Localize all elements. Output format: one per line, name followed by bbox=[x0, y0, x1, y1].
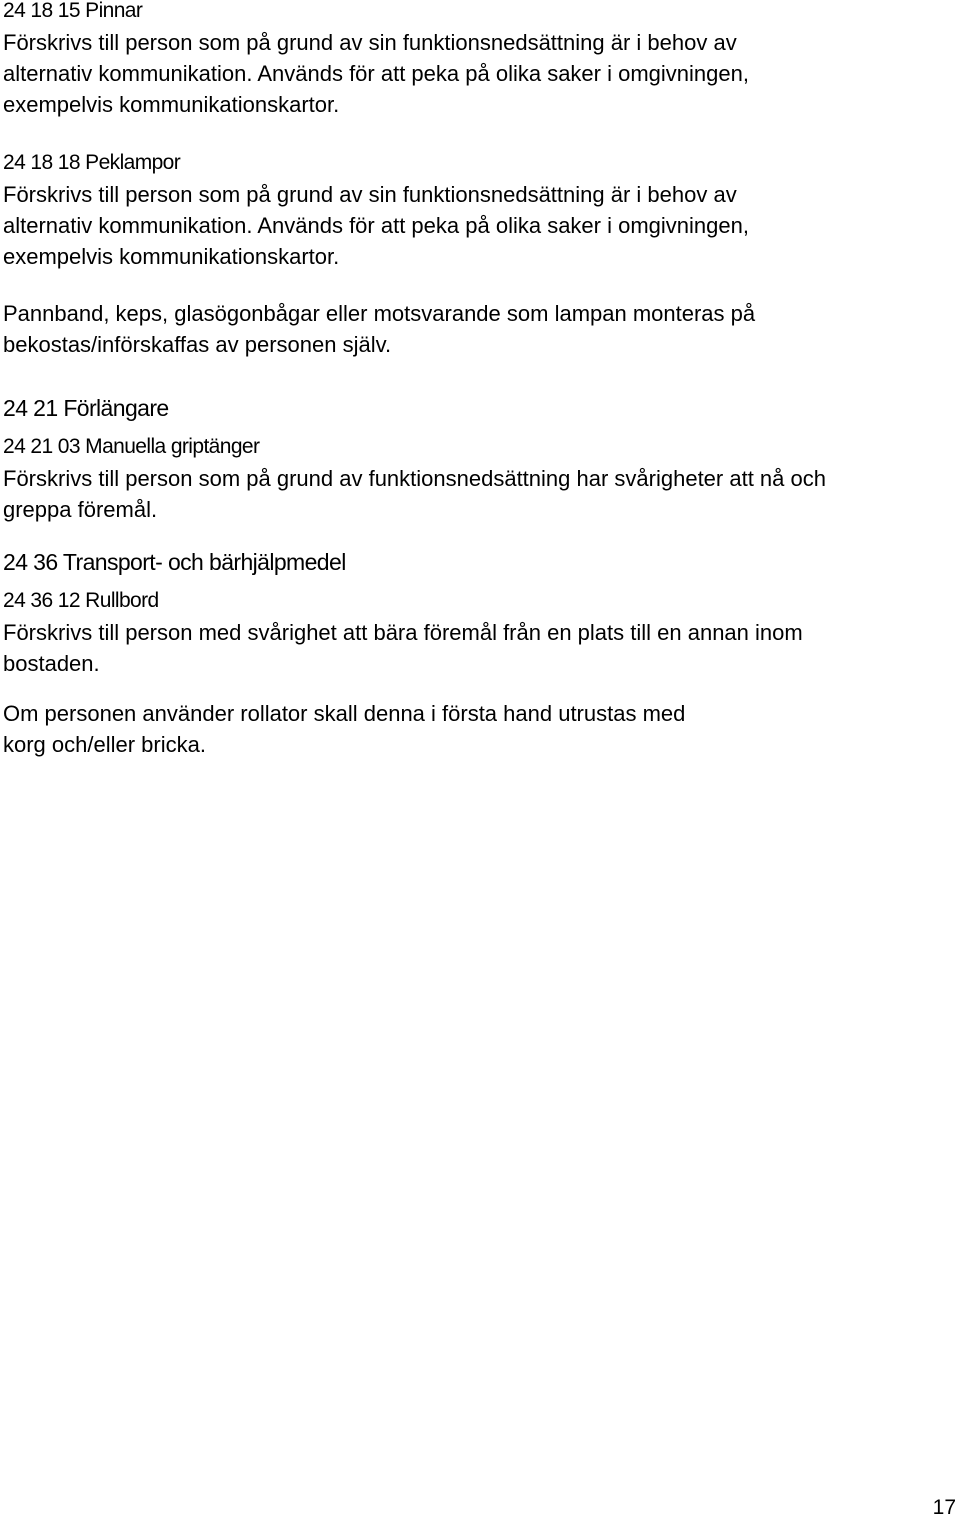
section-forlangare bbox=[3, 396, 957, 420]
note-line: bekostas/införskaffas av personen själv. bbox=[3, 332, 392, 357]
section-note bbox=[3, 698, 957, 760]
section-peklampor bbox=[3, 152, 957, 272]
paragraph-line: bostaden. bbox=[3, 651, 100, 676]
note-paragraph bbox=[3, 698, 957, 760]
paragraph-line: Förskrivs till person som på grund av sin funktionsnedsättning är i behov av bbox=[3, 30, 737, 55]
section-transport bbox=[3, 550, 957, 574]
subsection-heading: 24 36 12 Rullbord bbox=[3, 589, 159, 612]
paragraph-line: greppa föremål. bbox=[3, 497, 158, 522]
subsection-heading: 24 21 03 Manuella griptänger bbox=[3, 435, 260, 458]
paragraph-line: exempelvis kommunikationskartor. bbox=[3, 244, 340, 269]
section-heading: 24 18 18 Peklampor bbox=[3, 151, 181, 174]
section-pinnar bbox=[3, 0, 957, 120]
section-heading: 24 36 Transport- och bärhjälpmedel bbox=[3, 549, 346, 575]
note-line: Om personen använder rollator skall denna i första hand utrustas med bbox=[3, 701, 686, 726]
subsection-rullbord bbox=[3, 590, 957, 679]
note-line: korg och/eller bricka. bbox=[3, 732, 206, 757]
section-paragraph bbox=[3, 463, 957, 525]
paragraph-line: Förskrivs till person som på grund av funktionsnedsättning har svårigheter att nå och bbox=[3, 466, 826, 491]
paragraph-line: alternativ kommunikation. Används för att peka på olika saker i omgivningen, bbox=[3, 213, 749, 238]
subsection-griptanger bbox=[3, 436, 957, 525]
note-line: Pannband, keps, glasögonbågar eller motsvarande som lampan monteras på bbox=[3, 301, 756, 326]
section-heading: 24 21 Förlängare bbox=[3, 395, 169, 421]
paragraph-line: alternativ kommunikation. Används för att peka på olika saker i omgivningen, bbox=[3, 61, 749, 86]
section-note bbox=[3, 298, 957, 360]
paragraph-line: exempelvis kommunikationskartor. bbox=[3, 92, 340, 117]
section-paragraph bbox=[3, 617, 957, 679]
section-paragraph bbox=[3, 27, 957, 120]
section-paragraph bbox=[3, 179, 957, 272]
paragraph-line: Förskrivs till person som på grund av sin funktionsnedsättning är i behov av bbox=[3, 182, 737, 207]
page-number: 17 bbox=[932, 1496, 956, 1519]
note-paragraph bbox=[3, 298, 957, 360]
paragraph-line: Förskrivs till person med svårighet att bära föremål från en plats till en annan inom bbox=[3, 620, 803, 645]
section-heading: 24 18 15 Pinnar bbox=[3, 0, 143, 22]
